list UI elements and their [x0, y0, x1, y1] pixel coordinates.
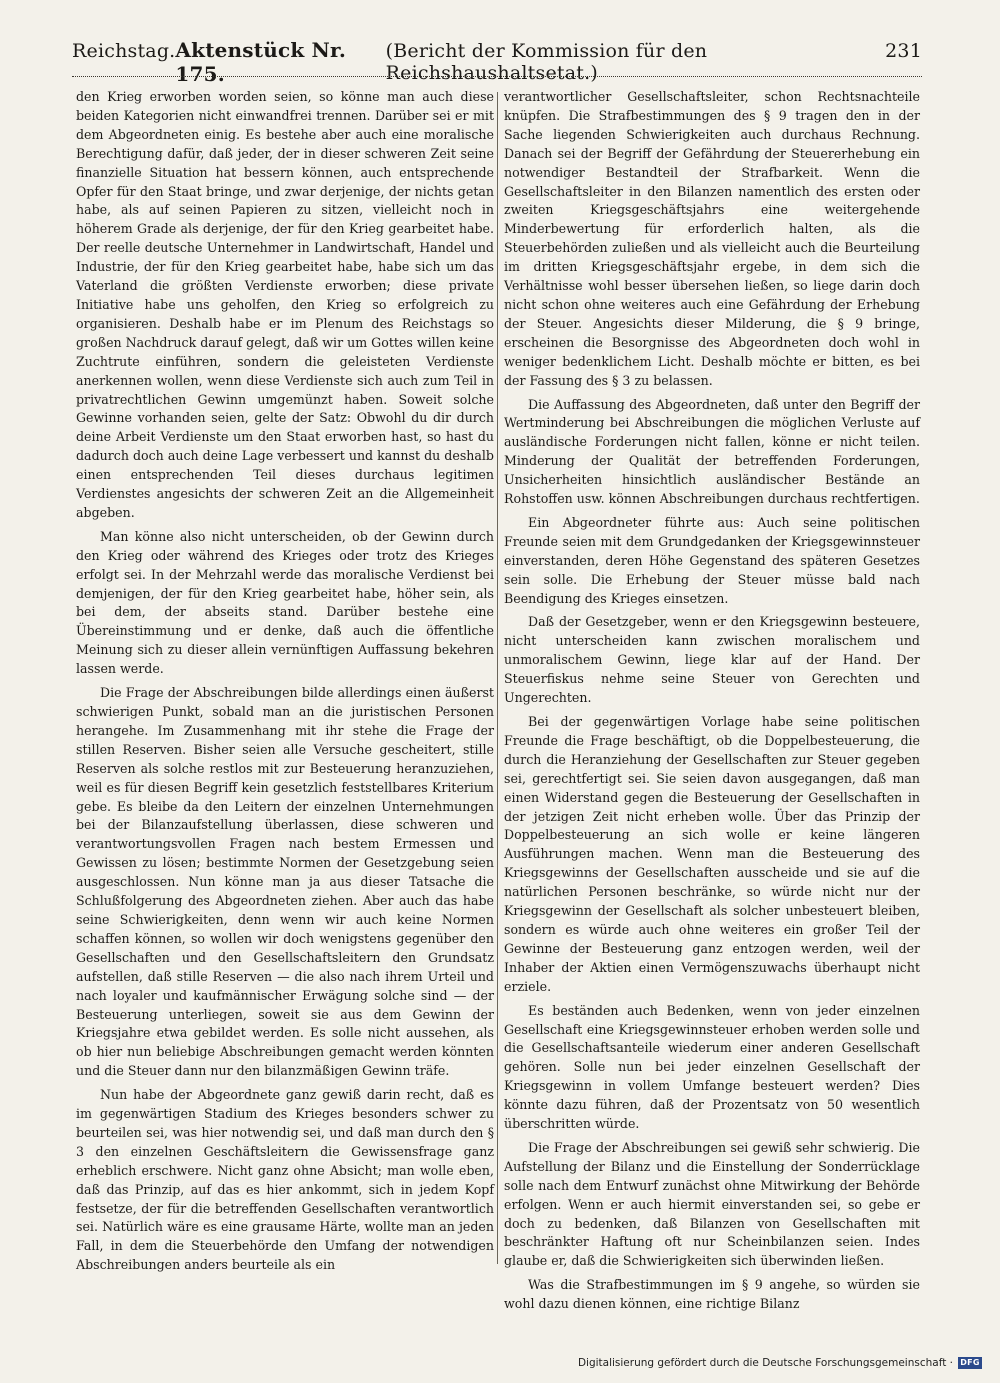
- paragraph: Die Frage der Abschreibungen bilde allerdings einen äußerst schwierigen Punkt, sobald man an die juristischen Personen herangehe. Im Zusammenhang mit ihr stehe die Frage der stillen Reserven. Bisher seien alle Versuche gescheitert, stille Reserven als solche restlos mit zur Besteuerung heranzuziehen, weil es für diesen Begriff kein gesetzlich feststellbares Kriterium gebe. Es bleibe da den Leitern der einzelnen Unternehmungen bei der Bilanzaufstellung überlassen, diese schweren und verantwortungsvollen Fragen nach bestem Ermessen und Gewissen zu lösen; bestimmte Normen der Gesetzgebung seien ausgeschlossen. Nun könne man ja aus dieser Tatsache die Schlußfolgerung des Abgeordneten ziehen. Aber auch das habe seine Schwierigkeiten, denn wenn wir auch keine Normen schaffen können, so wollen wir doch wenigstens gegenüber den Gesellschaften und den Gesellschaftsleitern den Grundsatz aufstellen, daß stille Reserven — die also nach ihrem Urteil und nach loyaler und kaufmännischer Erwägung solche sind — der Besteuerung unterliegen, soweit sie aus dem Gewinn der Kriegsjahre etwa gebildet werden. Es solle nicht aussehen, als ob hier nun beliebige Abschreibungen gemacht werden könnten und die Steuer dann nur den bilanzmäßigen Gewinn träfe.: [76, 685, 494, 1079]
- header-document-number: Aktenstück Nr. 175.: [175, 38, 347, 86]
- paragraph: Ein Abgeordneter führte aus: Auch seine politischen Freunde seien mit dem Grundgedanken der Kriegsgewinnsteuer einverstanden, deren Höhe Gegenstand des späteren Gesetzes sein solle. Die Erhebung der Steuer müsse bald nach Beendigung des Krieges einsetzen.: [504, 514, 920, 606]
- paragraph: Daß der Gesetzgeber, wenn er den Kriegsgewinn besteuere, nicht unterscheiden kann zwischen moralischem und unmoralischem Gewinn, liege klar auf der Hand. Der Steuerfiskus nehme seine Steuer von Gerechten und Ungerechten.: [504, 614, 920, 706]
- paragraph: Die Auffassung des Abgeordneten, daß unter den Begriff der Wertminderung bei Abschreibungen die möglichen Verluste auf ausländische Forderungen nicht fallen, könne er nicht teilen. Minderung der Qualität der betreffenden Forderungen, Unsicherheiten hinsichtlich ausländischer Bestände an Rohstoffen usw. können Abschreibungen durchaus rechtfertigen.: [504, 396, 920, 507]
- paragraph: Bei der gegenwärtigen Vorlage habe seine politischen Freunde die Frage beschäftigt, ob die Doppelbesteuerung, die durch die Heranziehung der Gesellschaften zur Steuer gegeben sei, gerechtfertigt sei. Sie seien davon ausgegangen, daß man einen Widerstand gegen die Besteuerung der Gesellschaften in der jetzigen Zeit nicht erheben wolle. Über das Prinzip der Doppelbesteuerung an sich wolle er keine längeren Ausführungen machen. Wenn man die Besteuerung des Kriegsgewinns der Gesellschaften ausscheide und sie auf die natürlichen Personen beschränke, so würde nicht nur der Kriegsgewinn der Gesellschaft als solcher unbesteuert bleiben, sondern es würde auch ohne weiteres ein großer Teil der Gewinne der Besteuerung ganz entzogen werden, weil der Inhaber der Aktien einen Vermögenszuwachs überhaupt nicht erziele.: [504, 714, 920, 994]
- header-divider: [72, 76, 922, 77]
- page-number: 231: [885, 40, 922, 62]
- running-header: [72, 38, 922, 86]
- paragraph: den Krieg erworben worden seien, so könne man auch diese beiden Kategorien nicht einwandfrei trennen. Darüber sei er mit dem Abgeordneten einig. Es bestehe aber auch eine moralische Berechtigung dafür, daß jeder, der in dieser schweren Zeit seine finanzielle Situation hat bessern können, auch entsprechende Opfer für den Staat bringe, und zwar derjenige, der nichts getan habe, als auf seinen Papieren zu sitzen, vielleicht noch in höherem Grade als derjenige, der für den Krieg gearbeitet habe. Der reelle deutsche Unternehmer in Landwirtschaft, Handel und Industrie, der für den Krieg gearbeitet habe, habe sich um das Vaterland die größten Verdienste erworben; diese private Initiative habe uns geholfen, den Krieg so erfolgreich zu organisieren. Deshalb habe er im Plenum des Reichstags so großen Nachdruck darauf gelegt, daß wir um Gottes willen keine Zuchtrute einführen, sondern die geleisteten Verdienste anerkennen wollen, wenn diese Verdienste sich auch zum Teil in privatrechtlichen Gewinn umgemünzt haben. Soweit solche Gewinne vorhanden seien, gelte der Satz: Obwohl du dir durch deine Arbeit Verdienste um den Staat erworben hast, so hast du dadurch doch auch deine Lage verbessert und kannst du deshalb einen entsprechenden Teil dieses durchaus legitimen Verdienstes angesichts der schweren Zeit an die Allgemeinheit abgeben.: [76, 89, 494, 520]
- paragraph: verantwortlicher Gesellschaftsleiter, schon Rechtsnachteile knüpfen. Die Strafbestimmungen des § 9 tragen den in der Sache liegenden Schwierigkeiten auch durchaus Rechnung. Danach sei der Begriff der Gefährdung der Steuererhebung ein notwendiger Bestandteil der Strafbarkeit. Wenn die Gesellschaftsleiter in den Bilanzen namentlich des ersten oder zweiten Kriegsgeschäftsjahrs eine weitergehende Minderbewertung für erforderlich halten, als die Steuerbehörden zuließen und als vielleicht auch die Beurteilung im dritten Kriegsgeschäftsjahr ergebe, in dem sich die Verhältnisse wohl besser übersehen ließen, so liege darin doch nicht schon ohne weiteres auch eine Gefährdung der Erhebung der Steuer. Angesichts dieser Milderung, die § 9 bringe, erscheinen die Besorgnisse des Abgeordneten doch wohl in weniger bedenklichem Licht. Deshalb möchte er bitten, es bei der Fassung des § 3 zu belassen.: [504, 89, 920, 388]
- paragraph: Was die Strafbestimmungen im § 9 angehe, so würden sie wohl dazu dienen können, eine richtige Bilanz: [504, 1277, 920, 1312]
- paragraph: Es beständen auch Bedenken, wenn von jeder einzelnen Gesellschaft eine Kriegsgewinnsteuer erhoben werden solle und die Gesellschaftsanteile wiederum einer anderen Gesellschaft gehören. Solle nun bei jeder einzelnen Gesellschaft der Kriegsgewinn in vollem Umfange besteuert werden? Dies könnte dazu führen, daß der Prozentsatz von 50 wesentlich überschritten würde.: [504, 1002, 920, 1132]
- header-left: Reichstag.: [72, 40, 176, 62]
- credit-text: Digitalisierung gefördert durch die Deutsche Forschungsgemeinschaft ·: [577, 1357, 953, 1369]
- digitization-credit: [578, 1355, 982, 1371]
- paragraph: Die Frage der Abschreibungen sei gewiß sehr schwierig. Die Aufstellung der Bilanz und die Einstellung der Sonderrücklage solle nach dem Entwurf zunächst ohne Mitwirkung der Behörde erfolgen. Wenn er auch hiermit einverstanden sei, so gebe er doch zu bedenken, daß Bilanzen von Gesellschaften mit beschränkter Haftung oft nur Scheinbilanzen seien. Indes glaube er, daß die Schwierigkeiten sich überwinden ließen.: [504, 1139, 920, 1269]
- column-divider: [497, 92, 498, 1264]
- paragraph: Nun habe der Abgeordnete ganz gewiß darin recht, daß es im gegenwärtigen Stadium des Krieges besonders schwer zu beurteilen sei, was hier notwendig sei, und daß man durch den § 3 den einzelnen Geschäftsleitern die Gewissensfrage ganz erheblich erschwere. Nicht ganz ohne Absicht; man wolle eben, daß das Prinzip, auf das es hier ankommt, sich in jedem Kopf festsetze, der für die betreffenden Gesellschaften verantwortlich sei. Natürlich wäre es eine grausame Härte, wollte man an jeden Fall, in dem die Steuerbehörde den Umfang der notwendigen Abschreibungen anders beurteile als ein: [76, 1087, 494, 1273]
- dfg-logo: DFG: [958, 1357, 982, 1369]
- header-title: (Bericht der Kommission für den Reichshaushaltsetat.): [385, 40, 708, 84]
- left-column: [76, 88, 494, 1280]
- right-column: [504, 88, 920, 1319]
- paragraph: Man könne also nicht unterscheiden, ob der Gewinn durch den Krieg oder während des Krieges oder trotz des Krieges erfolgt sei. In der Mehrzahl werde das moralische Verdienst bei demjenigen, der für den Krieg gearbeitet habe, höher sein, als bei dem, der abseits stand. Darüber bestehe eine Übereinstimmung und er denke, daß auch die öffentliche Meinung sich zu dieser allein vernünftigen Auffassung bekehren lassen werde.: [76, 528, 494, 677]
